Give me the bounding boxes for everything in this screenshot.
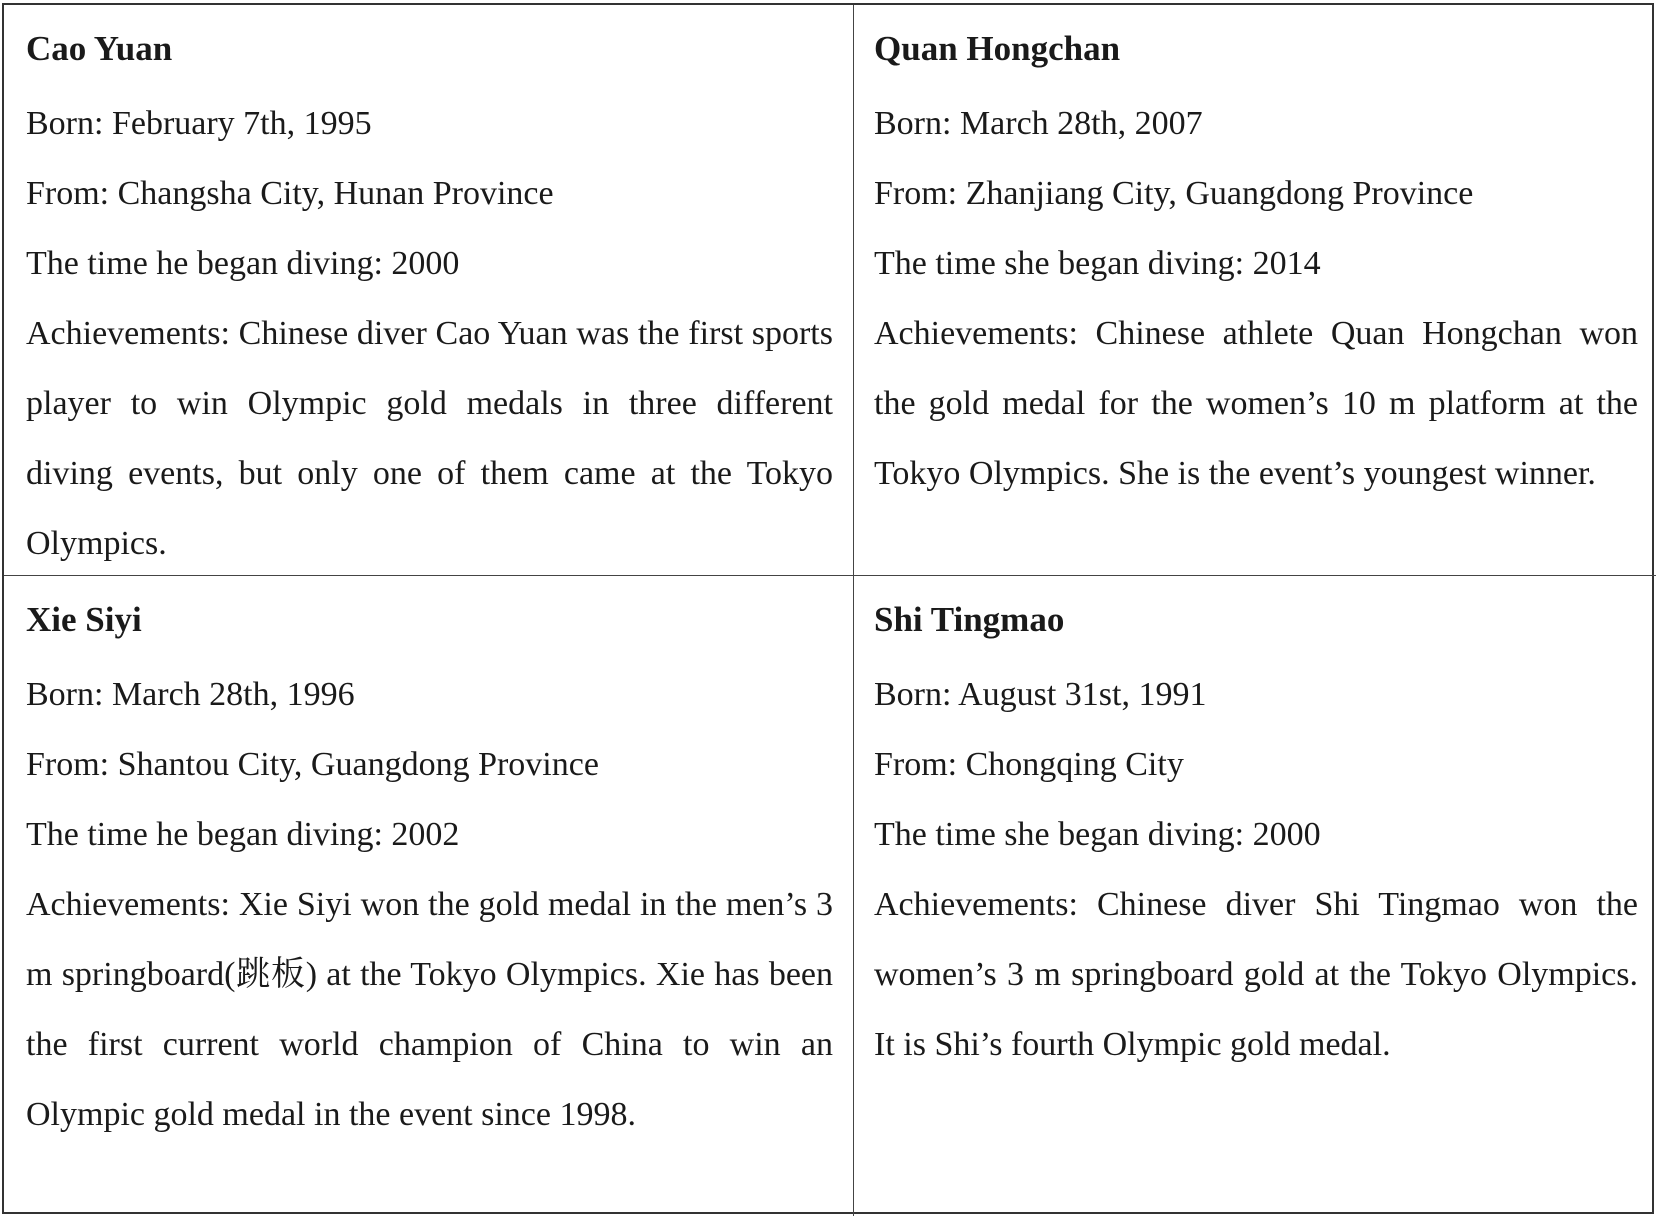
began-diving-line: The time she began diving: 2000 xyxy=(874,816,1321,853)
achievements-text: Achievements: Chinese diver Cao Yuan was the first sports player to win Olympic gold medals in three different diving events, but only one of them came at the Tokyo Olympics. xyxy=(26,315,833,562)
began-diving-line: The time she began diving: 2014 xyxy=(874,245,1321,282)
divers-table xyxy=(2,3,1654,1214)
diver-name: Cao Yuan xyxy=(26,29,173,68)
from-line: From: Shantou City, Guangdong Province xyxy=(26,746,599,783)
born-line: Born: August 31st, 1991 xyxy=(874,676,1207,713)
diver-card-quan-hongchan xyxy=(854,5,1656,576)
from-line: From: Changsha City, Hunan Province xyxy=(26,175,554,212)
diver-card-shi-tingmao xyxy=(854,576,1656,1216)
from-line: From: Zhanjiang City, Guangdong Province xyxy=(874,175,1474,212)
diver-name: Quan Hongchan xyxy=(874,29,1121,68)
began-diving-line: The time he began diving: 2000 xyxy=(26,245,460,282)
began-diving-line: The time he began diving: 2002 xyxy=(26,816,460,853)
diver-name: Xie Siyi xyxy=(26,600,142,639)
diver-name: Shi Tingmao xyxy=(874,600,1065,639)
diver-card-xie-siyi xyxy=(4,576,854,1216)
from-line: From: Chongqing City xyxy=(874,746,1184,783)
achievements-text: Achievements: Xie Siyi won the gold medal in the men’s 3 m springboard(跳板) at the Tokyo Olympics. Xie has been the first current world champion of China to win an Olympic gold medal in the event since 1998. xyxy=(26,886,833,1133)
born-line: Born: February 7th, 1995 xyxy=(26,105,372,142)
born-line: Born: March 28th, 2007 xyxy=(874,105,1203,142)
diver-card-cao-yuan xyxy=(4,5,854,576)
achievements-text: Achievements: Chinese athlete Quan Hongchan won the gold medal for the women’s 10 m platform at the Tokyo Olympics. She is the event’s youngest winner. xyxy=(874,315,1638,492)
born-line: Born: March 28th, 1996 xyxy=(26,676,355,713)
achievements-text: Achievements: Chinese diver Shi Tingmao won the women’s 3 m springboard gold at the Tokyo Olympics. It is Shi’s fourth Olympic gold medal. xyxy=(874,886,1638,1063)
